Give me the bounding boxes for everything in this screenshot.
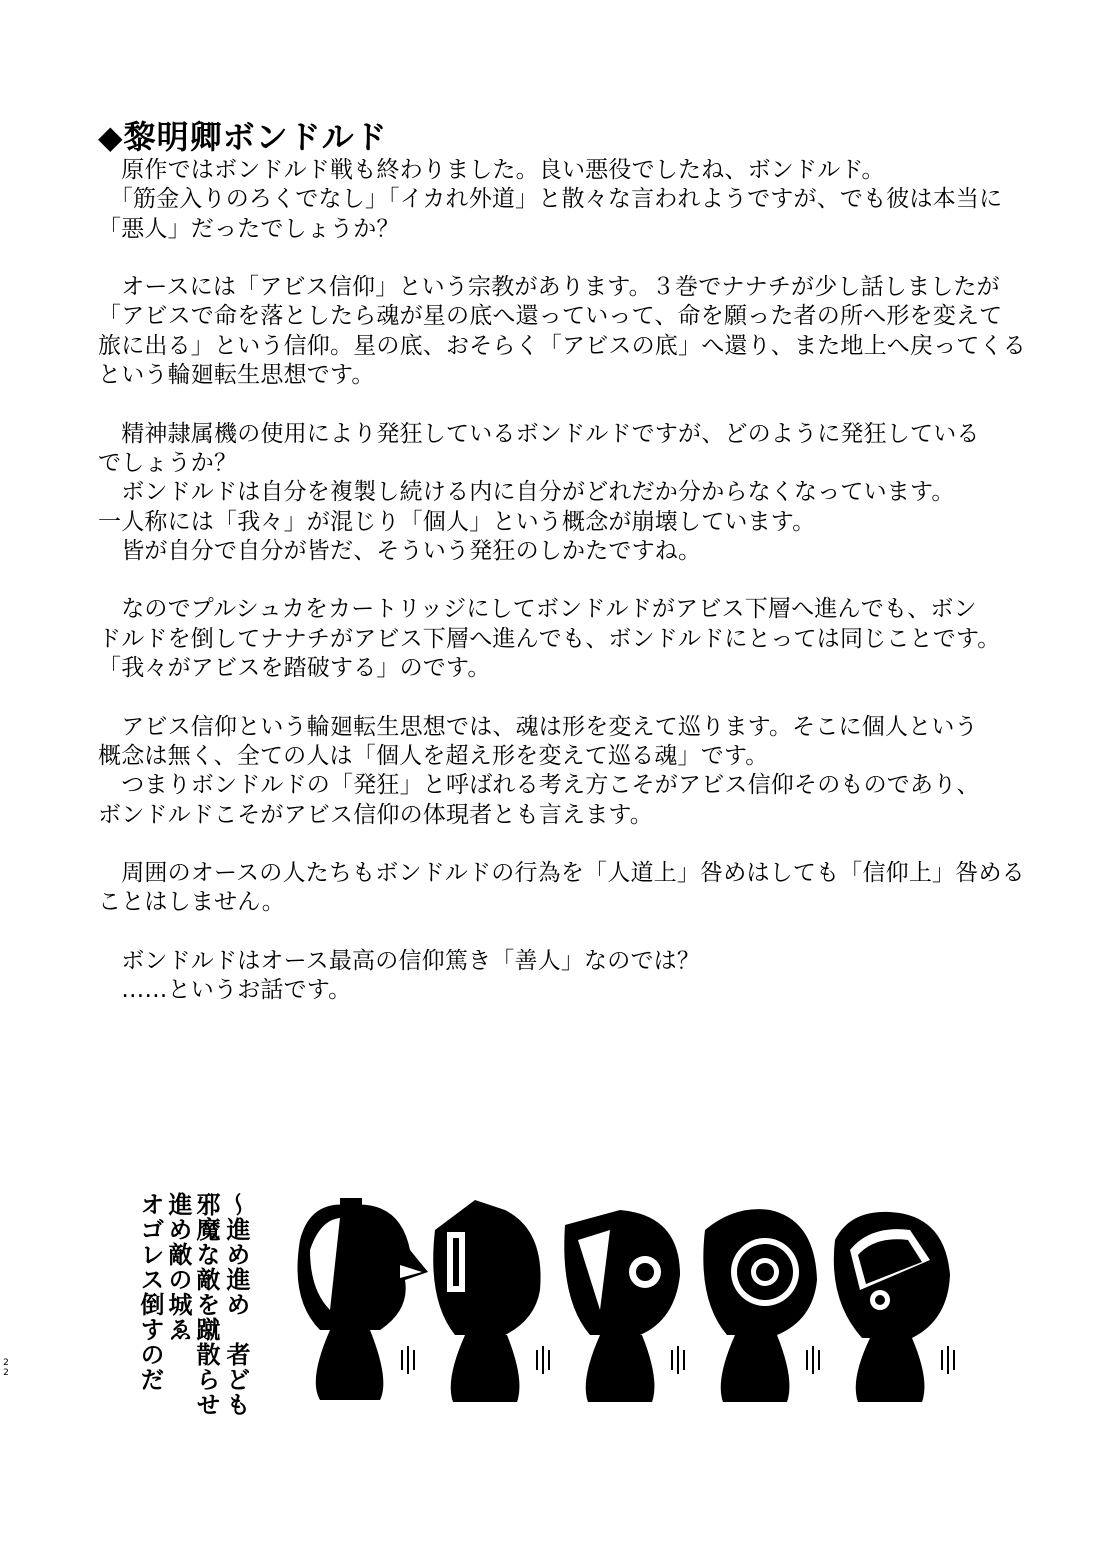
verse-line-3: 進め敵の城ゑ <box>164 1192 192 1342</box>
blank-line <box>98 683 1028 712</box>
text-line: 皆が自分で自分が皆だ、そういう発狂のしかたですね。 <box>98 537 702 564</box>
text-line: 原作ではボンドルド戦も終わりました。良い悪役でしたね、ボンドルド。 <box>98 157 885 183</box>
text-line: 「我々がアビスを踏破する」のです。 <box>98 655 491 682</box>
text-line: ……というお話です。 <box>98 977 352 1004</box>
text-line: 「アビスで命を落としたら魂が星の底へ還っていって、命を願った者の所へ形を変えて <box>98 303 1003 330</box>
text-line: ボンドルドはオース最高の信仰篤き「善人」なのでは？ <box>98 948 701 975</box>
text-line: 旅に出る」という信仰。星の底、おそらく「アビスの底」へ還り、また地上へ戻ってくる <box>98 332 1026 359</box>
text-line: ことはしません。 <box>98 889 285 916</box>
page-number: 22 <box>3 1358 9 1378</box>
text-line: でしょうか？ <box>98 449 238 476</box>
blank-line <box>98 830 1028 859</box>
text-line: オースには「アビス信仰」という宗教があります。３巻でナナチが少し話しましたが <box>98 274 1000 301</box>
text-line: つまりボンドルドの「発狂」と呼ばれる考え方こそがアビス信仰そのものであり、 <box>98 772 980 799</box>
verse-line-2: 邪魔な敵を蹴散らせ <box>192 1192 220 1417</box>
text-line: ボンドルドこそがアビス信仰の体現者とも言えます。 <box>98 801 653 828</box>
masked-figure-icon <box>433 1200 540 1402</box>
verse-line-1: 〜進め進め 者ども <box>222 1192 250 1417</box>
text-line: 一人称には「我々」が混じり「個人」という概念が崩壊しています。 <box>98 508 816 535</box>
masked-figure-icon <box>703 1209 817 1402</box>
text-line: ボンドルドは自分を複製し続ける内に自分がどれだか分からなくなっています。 <box>98 479 955 506</box>
verse-line-4: オゴレス倒すのだ <box>136 1192 164 1392</box>
text-line: という輪廻転生思想です。 <box>98 362 375 389</box>
text-line: なのでプルシュカをカートリッジにしてボンドルドがアビス下層へ進んでも、ボン <box>98 596 977 623</box>
section-title: ◆黎明卿ボンドルド <box>98 118 388 156</box>
text-line: アビス信仰という輪廻転生思想では、魂は形を変えて巡ります。そこに個人という <box>98 713 978 740</box>
blank-line <box>98 390 1028 419</box>
text-line: ドルドを倒してナナチがアビス下層へ進んでも、ボンドルドにとっては同じことです。 <box>98 625 1001 652</box>
blank-line <box>98 918 1028 947</box>
masked-figure-icon <box>834 1212 950 1402</box>
blank-line <box>98 244 1028 273</box>
text-line: 精神隷属機の使用により発狂しているボンドルドですが、どのように発狂している <box>98 420 980 447</box>
text-line: 「悪人」だったでしょうか？ <box>98 215 400 242</box>
masked-figure-icon <box>564 1210 680 1402</box>
text-line: 「筋金入りのろくでなし」「イカれ外道」と散々な言われようですが、でも彼は本当に <box>98 186 1003 213</box>
essay-body <box>98 156 1028 1006</box>
blank-line <box>98 566 1028 595</box>
text-line: 概念は無く、全ての人は「個人を超え形を変えて巡る魂」です。 <box>98 742 769 769</box>
text-line: 周囲のオースの人たちもボンドルドの行為を「人道上」咎めはしても「信仰上」咎める <box>98 860 1025 887</box>
figure-group <box>270 1180 990 1420</box>
